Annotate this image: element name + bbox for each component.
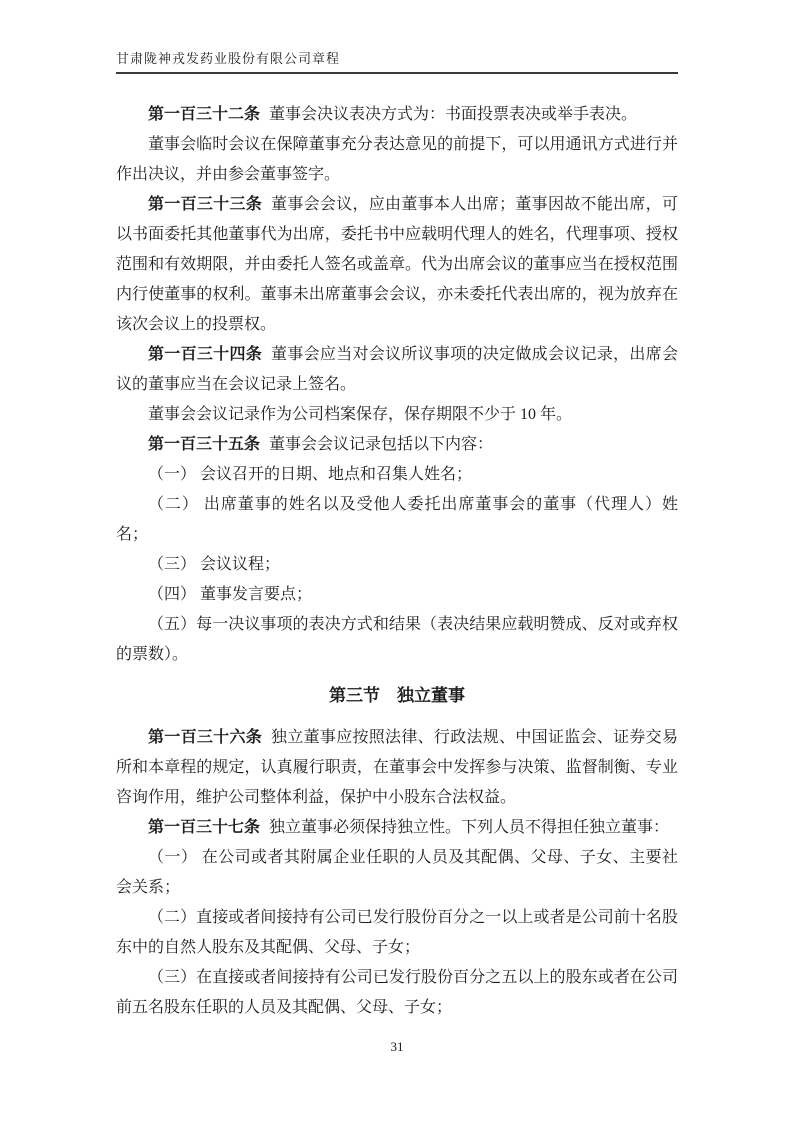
article-number: 第一百三十二条 bbox=[148, 106, 261, 123]
article-text: 独立董事应按照法律、行政法规、中国证监会、证券交易所和本章程的规定，认真履行职责，在董事会中发挥参与决策、监督制衡、专业咨询作用，维护公司整体利益，保护中小股东合法权益。 bbox=[116, 729, 678, 806]
article-number: 第一百三十七条 bbox=[148, 819, 261, 836]
list-item: （二） 出席董事的姓名以及受他人委托出席董事会的董事（代理人）姓名； bbox=[116, 496, 678, 543]
header-title: 甘肃陇神戎发药业股份有限公司章程 bbox=[116, 51, 341, 66]
article-paragraph bbox=[116, 340, 678, 400]
article-number: 第一百三十六条 bbox=[148, 729, 263, 746]
list-item: （三） 会议议程； bbox=[148, 556, 281, 573]
list-item: （一） 在公司或者其附属企业任职的人员及其配偶、父母、子女、主要社会关系； bbox=[116, 849, 678, 896]
article-paragraph bbox=[116, 813, 678, 843]
article-paragraph bbox=[116, 430, 678, 460]
list-item: （五）每一决议事项的表决方式和结果（表决结果应载明赞成、反对或弃权的票数）。 bbox=[116, 616, 678, 663]
article-text: 董事会会议记录包括以下内容： bbox=[269, 436, 494, 453]
article-text: 董事会应当对会议所议事项的决定做成会议记录，出席会议的董事应当在会议记录上签名。 bbox=[116, 346, 678, 393]
list-item: （三）在直接或者间接持有公司已发行股份百分之五以上的股东或者在公司前五名股东任职的人员及其配偶、父母、子女； bbox=[116, 969, 678, 1016]
list-item: （四） 董事发言要点； bbox=[148, 586, 313, 603]
article-number: 第一百三十三条 bbox=[148, 196, 263, 213]
article-paragraph bbox=[116, 723, 678, 813]
article-number: 第一百三十五条 bbox=[148, 436, 261, 453]
article-number: 第一百三十四条 bbox=[148, 346, 263, 363]
list-item: （二）直接或者间接持有公司已发行股份百分之一以上或者是公司前十名股东中的自然人股东及其配偶、父母、子女； bbox=[116, 909, 678, 956]
article-text: 董事会决议表决方式为：书面投票表决或举手表决。 bbox=[269, 106, 638, 123]
section-heading: 第三节 独立董事 bbox=[329, 686, 465, 705]
body-paragraph: 董事会临时会议在保障董事充分表达意见的前提下，可以用通讯方式进行并作出决议，并由参会董事签字。 bbox=[116, 136, 678, 183]
document-body bbox=[116, 100, 678, 1023]
article-text: 董事会会议，应由董事本人出席；董事因故不能出席，可以书面委托其他董事代为出席，委托书中应载明代理人的姓名，代理事项、授权范围和有效期限，并由委托人签名或盖章。代为出席会议的董事应当在授权范围内行使董事的权利。董事未出席董事会会议，亦未委托代表出席的，视为放弃在该次会议上的投票权。 bbox=[116, 196, 678, 333]
page-header bbox=[116, 0, 678, 74]
article-text: 独立董事必须保持独立性。下列人员不得担任独立董事： bbox=[269, 819, 670, 836]
body-paragraph: 董事会会议记录作为公司档案保存，保存期限不少于 10 年。 bbox=[148, 406, 573, 423]
article-paragraph bbox=[116, 100, 678, 130]
article-paragraph bbox=[116, 190, 678, 340]
page-number: 31 bbox=[390, 1039, 404, 1054]
list-item: （一） 会议召开的日期、地点和召集人姓名； bbox=[148, 466, 473, 483]
page-footer bbox=[0, 1038, 794, 1056]
